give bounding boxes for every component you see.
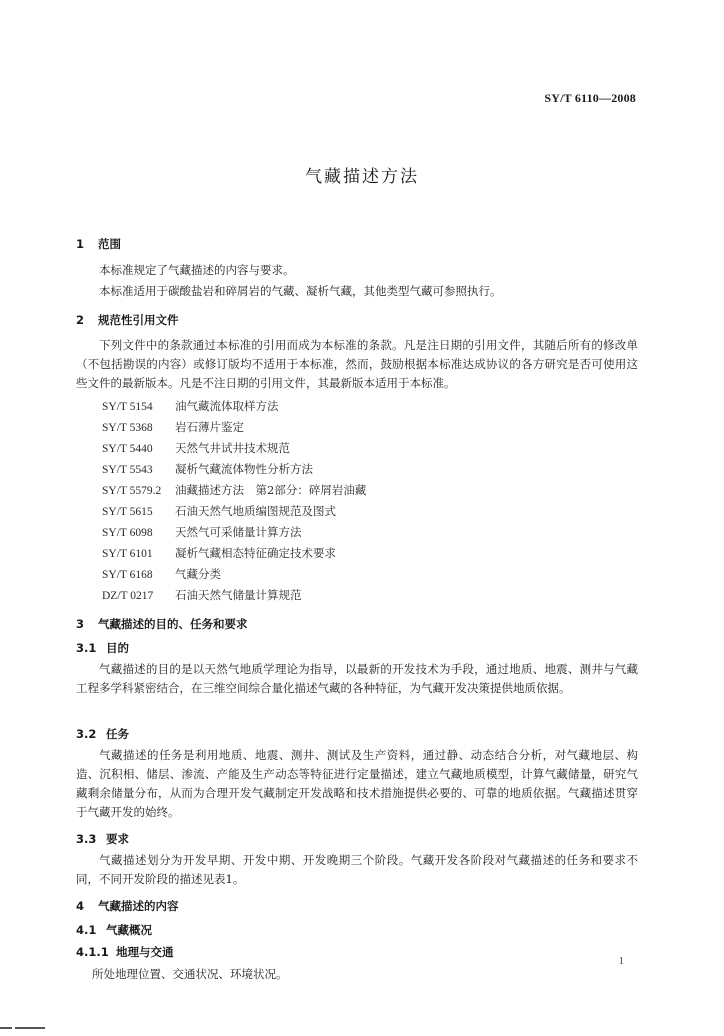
section-1-heading	[76, 236, 121, 252]
section-number: 4	[76, 899, 85, 913]
subsection-number: 4.1.1	[76, 945, 109, 959]
section-heading-text: 规范性引用文件	[98, 313, 179, 327]
task-paragraph: 气藏描述的任务是利用地质、地震、测井、测试及生产资料，通过静、动态结合分析，对气藏地层、构造、沉积相、储层、渗流、产能及生产动态等特征进行定量描述，建立气藏地质模型，计算气藏储量，研究气藏剩余储量分布，从而为合理开发气藏制定开发战略和技术措施提供必要的、可靠的地质依据。气藏描述贯穿于气藏开发的始终。	[76, 748, 638, 819]
reference-item	[102, 461, 313, 477]
section-3-heading	[76, 616, 248, 632]
reference-title: 油藏描述方法 第2部分：碎屑岩油藏	[175, 483, 367, 497]
reference-item	[102, 398, 279, 414]
normative-references-paragraph: 下列文件中的条款通过本标准的引用而成为本标准的条款。凡是注日期的引用文件，其随后所有的修改单（不包括勘误的内容）或修订版均不适用于本标准，然而，鼓励根据本标准达成协议的各方研究是否可使用这些文件的最新版本。凡是不注日期的引用文件，其最新版本适用于本标准。	[76, 338, 638, 390]
reference-item	[102, 566, 221, 582]
reference-item	[102, 503, 336, 519]
reference-code: SY/T 5615	[102, 506, 153, 518]
section-4-heading	[76, 898, 179, 914]
requirements-paragraph: 气藏描述划分为开发早期、开发中期、开发晚期三个阶段。气藏开发各阶段对气藏描述的任务和要求不同，不同开发阶段的描述见表1。	[76, 853, 638, 886]
reference-code: SY/T 6168	[102, 569, 153, 581]
reference-code: SY/T 5154	[102, 401, 153, 413]
section-number: 2	[76, 313, 85, 327]
reference-title: 石油天然气储量计算规范	[175, 588, 302, 602]
reference-code: SY/T 5440	[102, 443, 153, 455]
reference-code: SY/T 5368	[102, 422, 153, 434]
scope-line-1: 本标准规定了气藏描述的内容与要求。	[99, 263, 295, 277]
reference-title: 石油天然气地质编图规范及图式	[175, 504, 336, 518]
page-number: 1	[618, 955, 624, 967]
section-2-heading	[76, 312, 179, 328]
subsection-number: 3.1	[76, 641, 97, 655]
reference-code: SY/T 6098	[102, 527, 153, 539]
subsection-number: 3.3	[76, 832, 97, 846]
section-number: 1	[76, 237, 85, 251]
reference-code: SY/T 5543	[102, 464, 153, 476]
reference-item	[102, 524, 302, 540]
reference-title: 凝析气藏流体物性分析方法	[175, 462, 313, 476]
reference-item	[102, 419, 244, 435]
scope-line-2: 本标准适用于碳酸盐岩和碎屑岩的气藏、凝析气藏，其他类型气藏可参照执行。	[99, 284, 502, 298]
subsection-4-1-heading	[76, 922, 152, 938]
reference-item	[102, 482, 366, 498]
standard-code: SY/T 6110—2008	[544, 91, 636, 105]
reference-code: DZ/T 0217	[102, 590, 154, 602]
document-title: 气藏描述方法	[305, 167, 419, 187]
section-heading-text: 气藏描述的内容	[98, 899, 179, 913]
reference-code: SY/T 5579.2	[102, 485, 162, 497]
subsection-heading-text: 任务	[106, 727, 129, 741]
reference-title: 油气藏流体取样方法	[175, 399, 279, 413]
section-number: 3	[76, 617, 85, 631]
reference-title: 岩石薄片鉴定	[175, 420, 244, 434]
purpose-paragraph: 气藏描述的目的是以天然气地质学理论为指导，以最新的开发技术为手段，通过地质、地震、测井与气藏工程多学科紧密结合，在三维空间综合量化描述气藏的各种特征，为气藏开发决策提供地质依据。	[76, 662, 638, 695]
subsection-number: 3.2	[76, 727, 97, 741]
reference-title: 天然气可采储量计算方法	[175, 525, 302, 539]
subsection-heading-text: 目的	[106, 641, 129, 655]
subsection-3-1-heading	[76, 640, 129, 656]
subsection-heading-text: 地理与交通	[116, 945, 174, 959]
subsection-heading-text: 气藏概况	[106, 923, 152, 937]
subsection-4-1-1-heading	[76, 944, 174, 960]
reference-title: 凝析气藏相态特征确定技术要求	[175, 546, 336, 560]
geography-traffic-text: 所处地理位置、交通状况、环境状况。	[92, 967, 288, 981]
reference-item	[102, 440, 290, 456]
section-heading-text: 气藏描述的目的、任务和要求	[98, 617, 248, 631]
reference-item	[102, 587, 302, 603]
subsection-heading-text: 要求	[106, 832, 129, 846]
subsection-3-2-heading	[76, 726, 129, 742]
reference-item	[102, 545, 336, 561]
subsection-3-3-heading	[76, 831, 129, 847]
reference-title: 天然气井试井技术规范	[175, 441, 290, 455]
reference-code: SY/T 6101	[102, 548, 153, 560]
section-heading-text: 范围	[98, 237, 121, 251]
scan-artifact	[0, 1017, 60, 1020]
subsection-number: 4.1	[76, 923, 97, 937]
reference-title: 气藏分类	[175, 567, 221, 581]
